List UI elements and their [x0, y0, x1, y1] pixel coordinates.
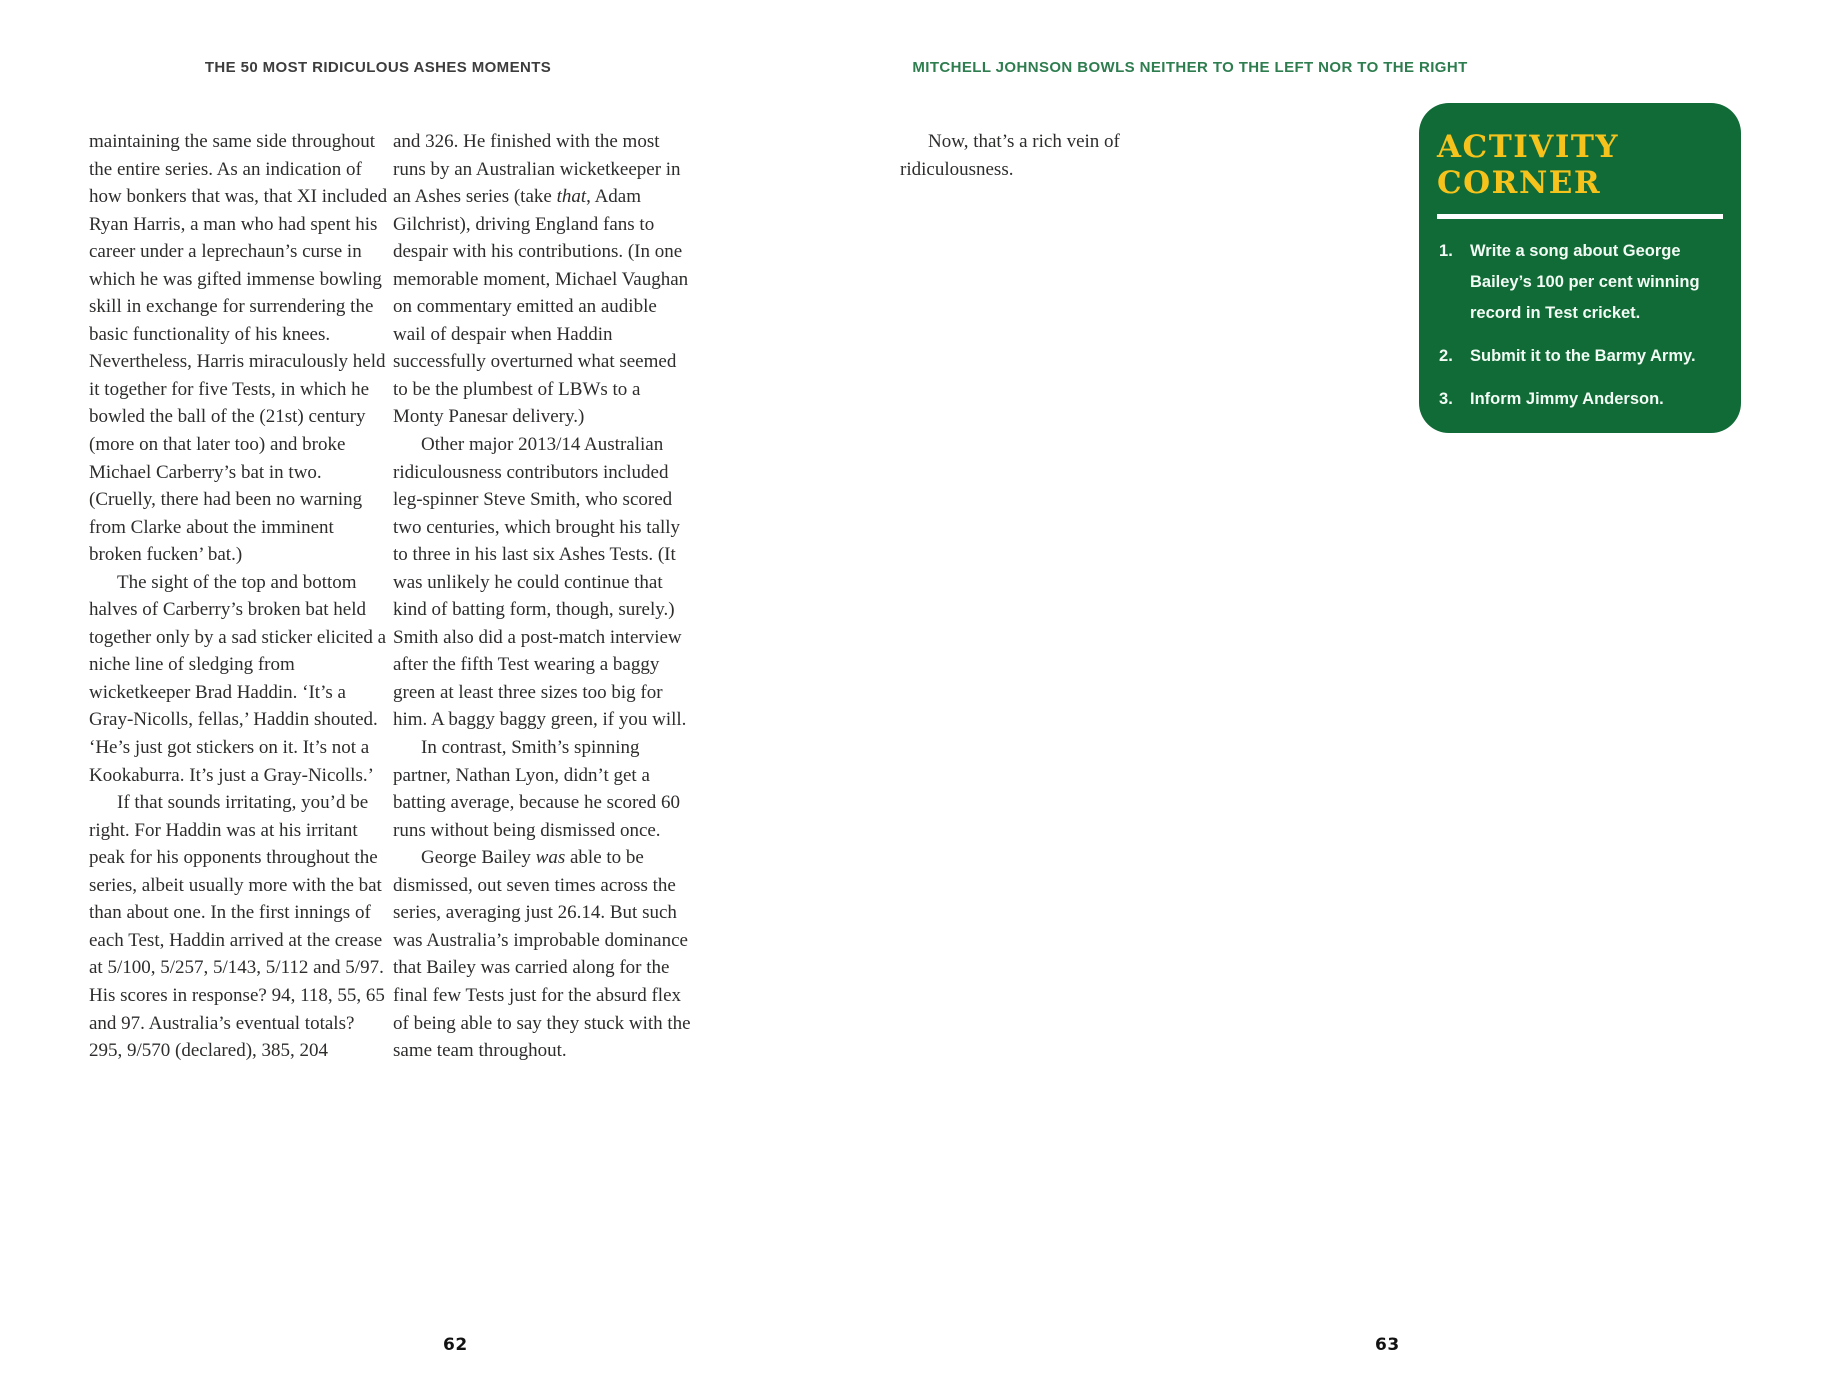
left-page-column-2 — [393, 128, 693, 1065]
activity-corner-title-line1: ACTIVITY — [1437, 129, 1620, 165]
activity-corner-title — [1437, 129, 1723, 201]
activity-list-item: Write a song about George Bailey’s 100 per cent winning record in Test cricket. — [1470, 242, 1700, 322]
activity-corner-title-line2: CORNER — [1437, 165, 1602, 201]
body-paragraph: If that sounds irritating, you’d be right. For Haddin was at his irritant peak for his opponents throughout the series, albeit usually more with the bat than about one. In the first innings of each Test, Haddin arrived at the crease at 5/100, 5/257, 5/143, 5/112 and 5/97. His scores in response? 94, 118, 55, 65 and 97. Australia’s eventual totals? 295, 9/570 (declared), 385, 204 — [89, 792, 385, 1062]
divider-rule — [1437, 214, 1723, 219]
activity-list-item: Inform Jimmy Anderson. — [1470, 390, 1664, 408]
right-page-number: 63 — [1375, 1335, 1400, 1355]
left-running-head: THE 50 MOST RIDICULOUS ASHES MOMENTS — [204, 59, 552, 76]
body-paragraph: The sight of the top and bottom halves of Carberry’s broken bat held together only by a sad sticker elicited a niche line of sledging from wicketkeeper Brad Haddin. ‘It’s a Gray-Nicolls, fellas,’ Haddin shouted. ‘He’s just got stickers on it. It’s not a Kookaburra. It’s just a Gray-Nicolls.’ — [89, 571, 387, 786]
body-paragraph: George Bailey was able to be dismissed, out seven times across the series, averaging just 26.14. But such was Australia’s improbable dominance that Bailey was carried along for the final few Tests just for the absurd flex of being able to say they stuck with the same team throughout. — [393, 847, 691, 1062]
activity-list-item: Submit it to the Barmy Army. — [1470, 347, 1696, 365]
body-paragraph: Now, that’s a rich vein of ridiculousness. — [900, 131, 1120, 180]
body-paragraph: and 326. He finished with the most runs by an Australian wicketkeeper in an Ashes series (take that, Adam Gilchrist), driving England fans to despair with his contributions. (In one memorable moment, Michael Vaughan on commentary emitted an audible wail of despair when Haddin successfully overturned what seemed to be the plumbest of LBWs to a Monty Panesar delivery.) — [393, 131, 689, 428]
activity-corner-box — [1419, 103, 1741, 433]
body-paragraph: maintaining the same side throughout the entire series. As an indication of how bonkers that was, that XI included Ryan Harris, a man who had spent his career under a leprechaun’s curse in which he was gifted immense bowling skill in exchange for surrendering the basic functionality of his knees. Nevertheless, Harris miraculously held it together for five Tests, in which he bowled the ball of the (21st) century (more on that later too) and broke Michael Carberry’s bat in two. (Cruelly, there had been no warning from Clarke about the imminent broken fucken’ bat.) — [89, 131, 388, 566]
left-page-number: 62 — [443, 1335, 468, 1355]
left-page-column-1 — [89, 128, 389, 1065]
body-paragraph: Other major 2013/14 Australian ridiculousness contributors included leg-spinner Steve Smith, who scored two centuries, which brought his tally to three in his last six Ashes Tests. (It was unlikely he could continue that kind of batting form, though, surely.) Smith also did a post-match interview after the fifth Test wearing a baggy green at least three sizes too big for him. A baggy baggy green, if you will. — [393, 434, 687, 731]
body-paragraph: In contrast, Smith’s spinning partner, Nathan Lyon, didn’t get a batting average, because he scored 60 runs without being dismissed once. — [393, 737, 680, 841]
right-page-column-1 — [900, 128, 1162, 183]
right-running-head: MITCHELL JOHNSON BOWLS NEITHER TO THE LEFT NOR TO THE RIGHT — [912, 59, 1468, 76]
activity-list — [1437, 236, 1723, 415]
